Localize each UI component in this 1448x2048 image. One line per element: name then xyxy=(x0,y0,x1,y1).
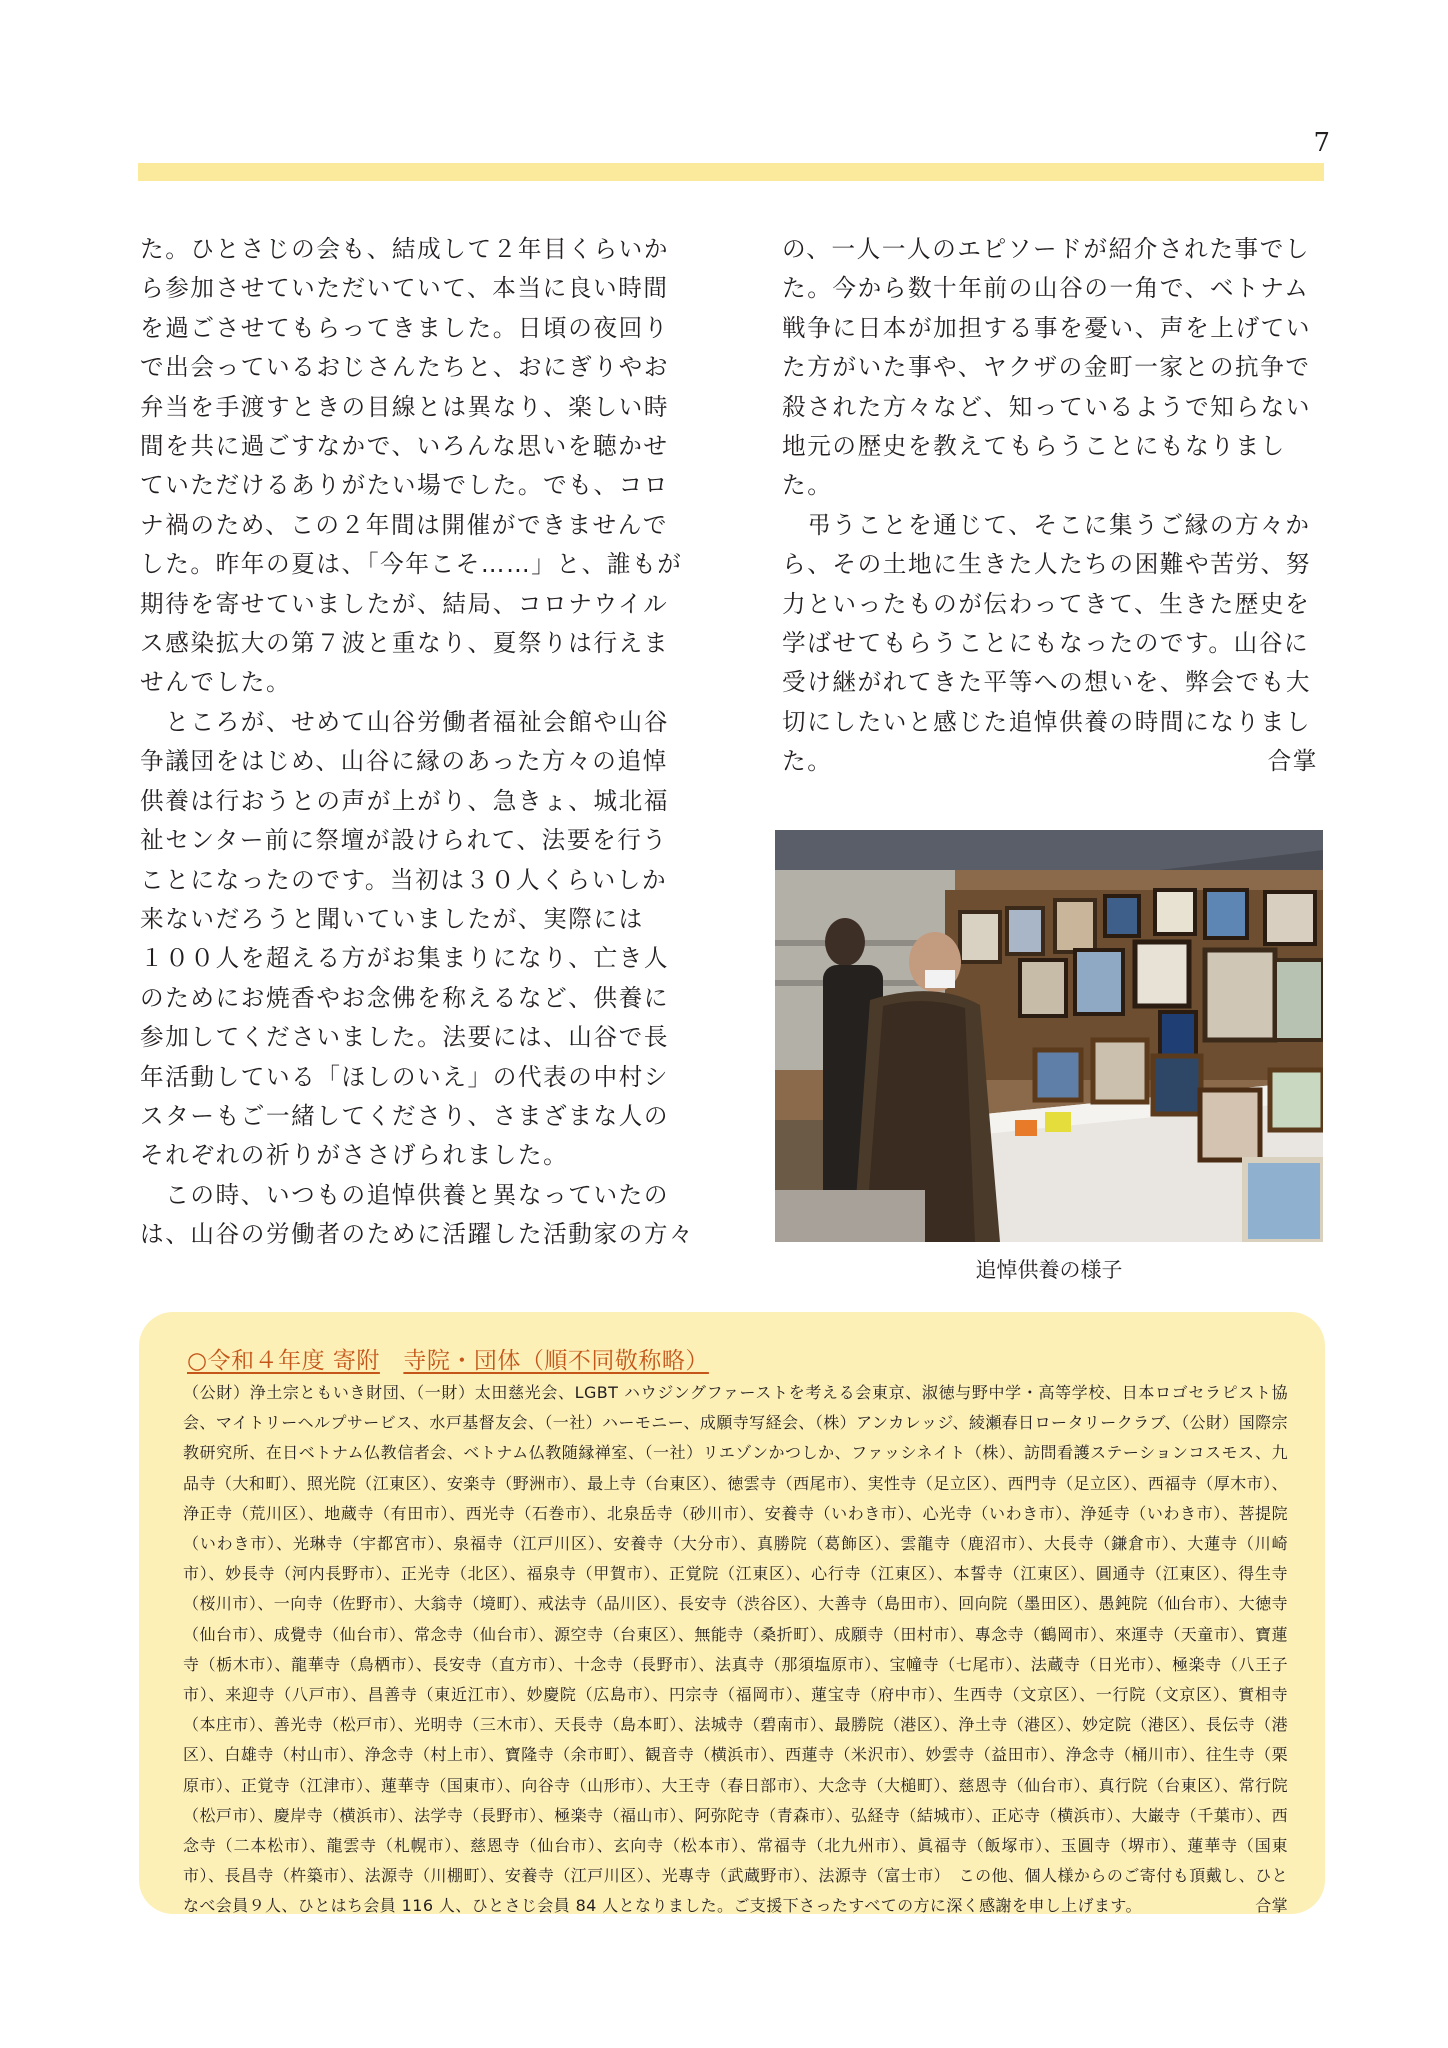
donation-list xyxy=(183,1378,1288,1922)
donation-list-text: （公財）浄土宗ともいき財団、（一財）太田慈光会、LGBT ハウジングファーストを考える会東京、淑徳与野中学・高等学校、日本ロゴセラピスト協会、マイトリーヘルプサービス、水戸基督友会、（一社）ハーモニー、成願寺写経会、（株）アンカレッジ、綾瀬春日ロータリークラブ、（公財）国際宗教研究所、在日ベトナム仏教信者会、ベトナム仏教随縁禅室、（一社）リエゾンかつしか、ファッシネイト（株）、訪問看護ステーションコスモス、九品寺（大和町）、照光院（江東区）、安楽寺（野洲市）、最上寺（台東区）、徳雲寺（西尾市）、実性寺（足立区）、西門寺（足立区）、西福寺（厚木市）、浄正寺（荒川区）、地蔵寺（有田市）、西光寺（石巻市）、北泉岳寺（砂川市）、安養寺（いわき市）、心光寺（いわき市）、浄延寺（いわき市）、菩提院（いわき市）、光琳寺（宇都宮市）、泉福寺（江戸川区）、安養寺（大分市）、真勝院（葛飾区）、雲龍寺（鹿沼市）、大長寺（鎌倉市）、大蓮寺（川崎市）、妙長寺（河内長野市）、正光寺（北区）、福泉寺（甲賀市）、正覚院（江東区）、心行寺（江東区）、本誓寺（江東区）、圓通寺（江東区）、得生寺（桜川市）、一向寺（佐野市）、大翁寺（境町）、戒法寺（品川区）、長安寺（渋谷区）、大善寺（島田市）、回向院（墨田区）、愚鈍院（仙台市）、大徳寺（仙台市）、成覺寺（仙台市）、常念寺（仙台市）、源空寺（台東区）、無能寺（桑折町）、成願寺（田村市）、專念寺（鶴岡市）、來運寺（天童市）、寶蓮寺（栃木市）、龍華寺（鳥栖市）、長安寺（直方市）、十念寺（長野市）、法真寺（那須塩原市）、宝幢寺（七尾市）、法蔵寺（日光市）、極楽寺（八王子市）、来迎寺（八戸市）、昌善寺（東近江市）、妙慶院（広島市）、円宗寺（福岡市）、蓮宝寺（府中市）、生西寺（文京区）、一行院（文京区）、實相寺（本庄市）、善光寺（松戸市）、光明寺（三木市）、天長寺（島本町）、法城寺（碧南市）、最勝院（港区）、浄土寺（港区）、妙定院（港区）、長伝寺（港区）、白雄寺（村山市）、浄念寺（村上市）、寶隆寺（余市町）、観音寺（横浜市）、西蓮寺（米沢市）、妙雲寺（益田市）、浄念寺（桶川市）、往生寺（栗原市）、正覚寺（江津市）、蓮華寺（国東市）、向谷寺（山形市）、大王寺（春日部市）、大念寺（大槌町）、慈恩寺（仙台市）、真行院（台東区）、常行院（松戸市）、慶岸寺（横浜市）、法学寺（長野市）、極楽寺（福山市）、阿弥陀寺（青森市）、弘経寺（結城市）、正応寺（横浜市）、大巌寺（千葉市）、西念寺（二本松市）、龍雲寺（札幌市）、慈恩寺（仙台市）、玄向寺（松本市）、常福寺（北九州市）、眞福寺（飯塚市）、玉圓寺（堺市）、蓮華寺（国東市）、長昌寺（杵築市）、法源寺（川棚町）、安養寺（江戸川区）、光專寺（武蔵野市）、法源寺（富士市） この他、個人様からのご寄付も頂戴し、ひとなべ会員９人、ひとはち会員 116 人、ひとさじ会員 84 人となりました。ご支援下さったすべての方に深く感謝を申し上げます。 xyxy=(183,1383,1288,1916)
donation-title-prefix: ○令和４年度 寄附 xyxy=(187,1348,380,1374)
right-paragraph-2: 弔うことを通じて、そこに集うご縁の方々か ら、その土地に生きた人たちの困難や苦労、努 力といったものが伝わってきて、生きた歴史を 学ばせてもらうことにもなったのです。山谷に 受け継がれてきた平等への想いを、弊会でも大 切にしたいと感じた追悼供養の時間になりまし xyxy=(782,510,1312,736)
right-paragraph-1: の、一人一人のエピソードが紹介された事でし た。今から数十年前の山谷の一角で、ベトナム 戦争に日本が加担する事を憂い、声を上げてい た方がいた事や、ヤクザの金町一家との抗争で 殺された方々など、知っているようで知らない 地元の歴史を教えてもらうことにもなりました。 xyxy=(782,235,1312,500)
gassho-closing: 合掌 xyxy=(1267,747,1318,776)
right-last-line xyxy=(782,742,1332,781)
memorial-photo xyxy=(775,830,1323,1242)
memorial-photo-illustration xyxy=(775,830,1323,1242)
photo-caption: 追悼供養の様子 xyxy=(975,1258,1123,1282)
left-paragraph-3: この時、いつもの追悼供養と異なっていたの は、山谷の労働者のために活躍した活動家の方々 xyxy=(140,1180,695,1249)
right-last-text: た。 xyxy=(782,747,833,776)
header-bar xyxy=(138,163,1324,181)
donation-box xyxy=(139,1312,1325,1914)
left-paragraph-1: た。ひとさじの会も、結成して２年目くらいか ら参加させていただいていて、本当に良い時間 を過ごさせてもらってきました。日頃の夜回り で出会っているおじさんたちと、おにぎりやお 弁当を手渡すときの目線とは異なり、楽しい時 間を共に過ごすなかで、いろんな思いを聴かせ ていただけるありがたい場でした。でも、コロ ナ禍のため、この２年間は開催ができませんで した。昨年の夏は、「今年こそ……」と、誰もが 期待を寄せていましたが、結局、コロナウイル ス感染拡大の第７波と重なり、夏祭りは行えま せんでした。 xyxy=(140,235,683,697)
donation-title xyxy=(187,1342,709,1375)
page-number: 7 xyxy=(1313,128,1330,158)
right-column xyxy=(782,230,1332,782)
left-paragraph-2: ところが、せめて山谷労働者福祉会館や山谷 争議団をはじめ、山谷に縁のあった方々の追悼 供養は行おうとの声が上がり、急きょ、城北福 祉センター前に祭壇が設けられて、法要を行う ことになったのです。当初は３０人くらいしか 来ないだろうと聞いていましたが、実際には １００人を超える方がお集まりになり、亡き人 のためにお焼香やお念佛を称えるなど、供養に 参加してくださいました。法要には、山谷で長 年活動している「ほしのいえ」の代表の中村シ スターもご一緒してくださり、さまざまな人の それぞれの祈りがささげられました。 xyxy=(140,707,670,1170)
donation-closing: 合掌 xyxy=(1255,1896,1288,1916)
left-column xyxy=(140,230,700,1255)
donation-title-suffix: 寺院・団体（順不同敬称略） xyxy=(403,1348,709,1374)
